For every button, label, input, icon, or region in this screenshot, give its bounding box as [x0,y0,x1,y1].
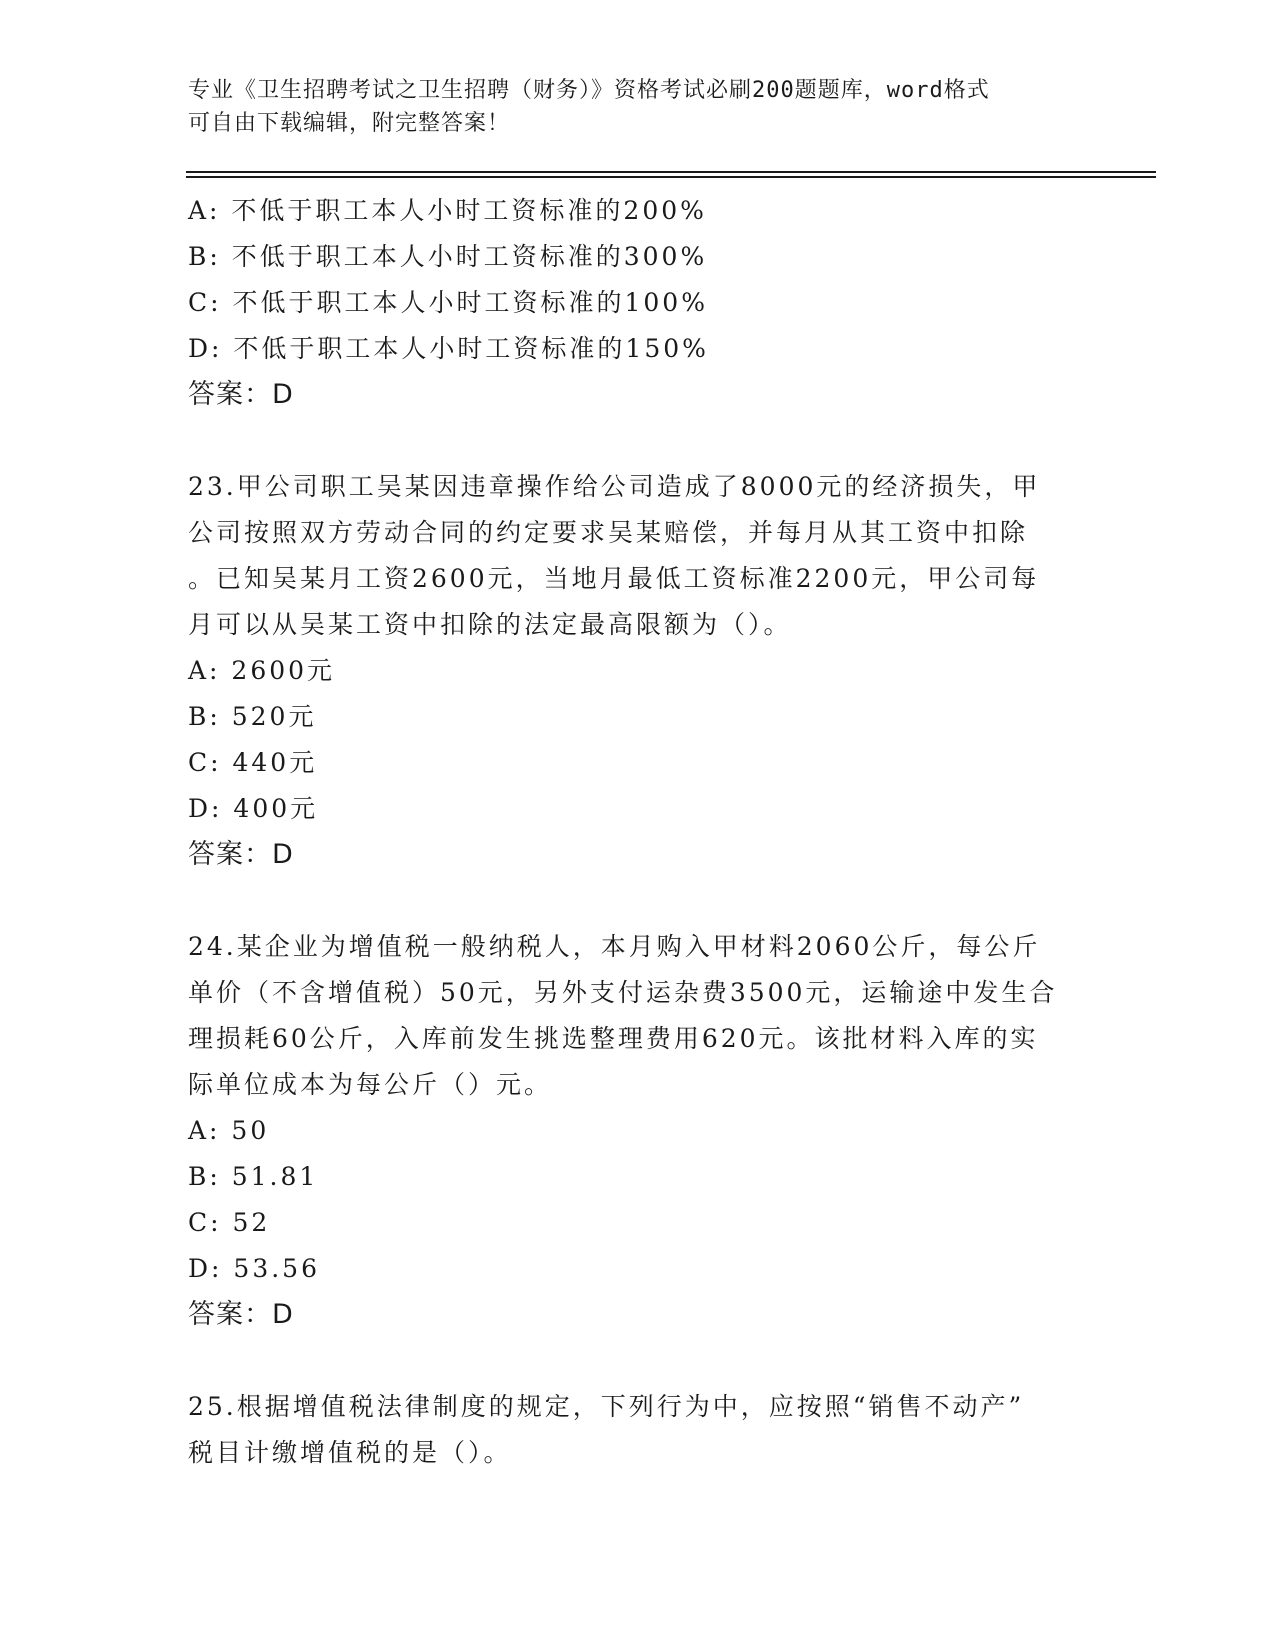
question-text-line: 23.甲公司职工吴某因违章操作给公司造成了8000元的经济损失，甲 [188,472,1041,501]
question-content [188,188,1088,1476]
option-c: C: 440元 [188,748,318,777]
document-header [188,74,1088,140]
question-text-line: 税目计缴增值税的是（）。 [188,1438,512,1467]
header-line-1: 专业《卫生招聘考试之卫生招聘（财务）》资格考试必刷200题题库，word格式 [188,78,990,103]
answer: 答案：D [188,1299,294,1330]
question-24 [188,924,1088,1338]
option-a: A: 不低于职工本人小时工资标准的200% [188,196,707,225]
question-text-line: 公司按照双方劳动合同的约定要求吴某赔偿，并每月从其工资中扣除 [188,518,1029,547]
question-text-line: 24.某企业为增值税一般纳税人，本月购入甲材料2060公斤，每公斤 [188,932,1041,961]
option-d: D: 53.56 [188,1254,320,1283]
option-b: B: 51.81 [188,1162,319,1191]
header-line-2: 可自由下载编辑，附完整答案！ [188,111,511,136]
question-25 [188,1384,1088,1476]
question-text-line: 单价（不含增值税）50元，另外支付运杂费3500元，运输途中发生合 [188,978,1058,1007]
question-23 [188,464,1088,878]
answer: 答案：D [188,379,294,410]
option-d: D: 400元 [188,794,319,823]
option-b: B: 不低于职工本人小时工资标准的300% [188,242,708,271]
header-divider-bottom [186,176,1156,178]
spacer [188,418,1088,464]
spacer [188,1338,1088,1384]
question-text-line: 。已知吴某月工资2600元，当地月最低工资标准2200元，甲公司每 [188,564,1040,593]
question-text-line: 月可以从吴某工资中扣除的法定最高限额为（）。 [188,610,792,639]
question-text-line: 际单位成本为每公斤（）元。 [188,1070,553,1099]
question-22 [188,188,1088,418]
option-c: C: 52 [188,1208,271,1237]
option-a: A: 50 [188,1116,270,1145]
header-divider-top [186,171,1156,173]
question-text-line: 25.根据增值税法律制度的规定，下列行为中，应按照“销售不动产” [188,1392,1025,1421]
option-d: D: 不低于职工本人小时工资标准的150% [188,334,709,363]
question-text-line: 理损耗60公斤，入库前发生挑选整理费用620元。该批材料入库的实 [188,1024,1039,1053]
option-c: C: 不低于职工本人小时工资标准的100% [188,288,708,317]
option-a: A: 2600元 [188,656,336,685]
option-b: B: 520元 [188,702,317,731]
answer: 答案：D [188,839,294,870]
spacer [188,878,1088,924]
